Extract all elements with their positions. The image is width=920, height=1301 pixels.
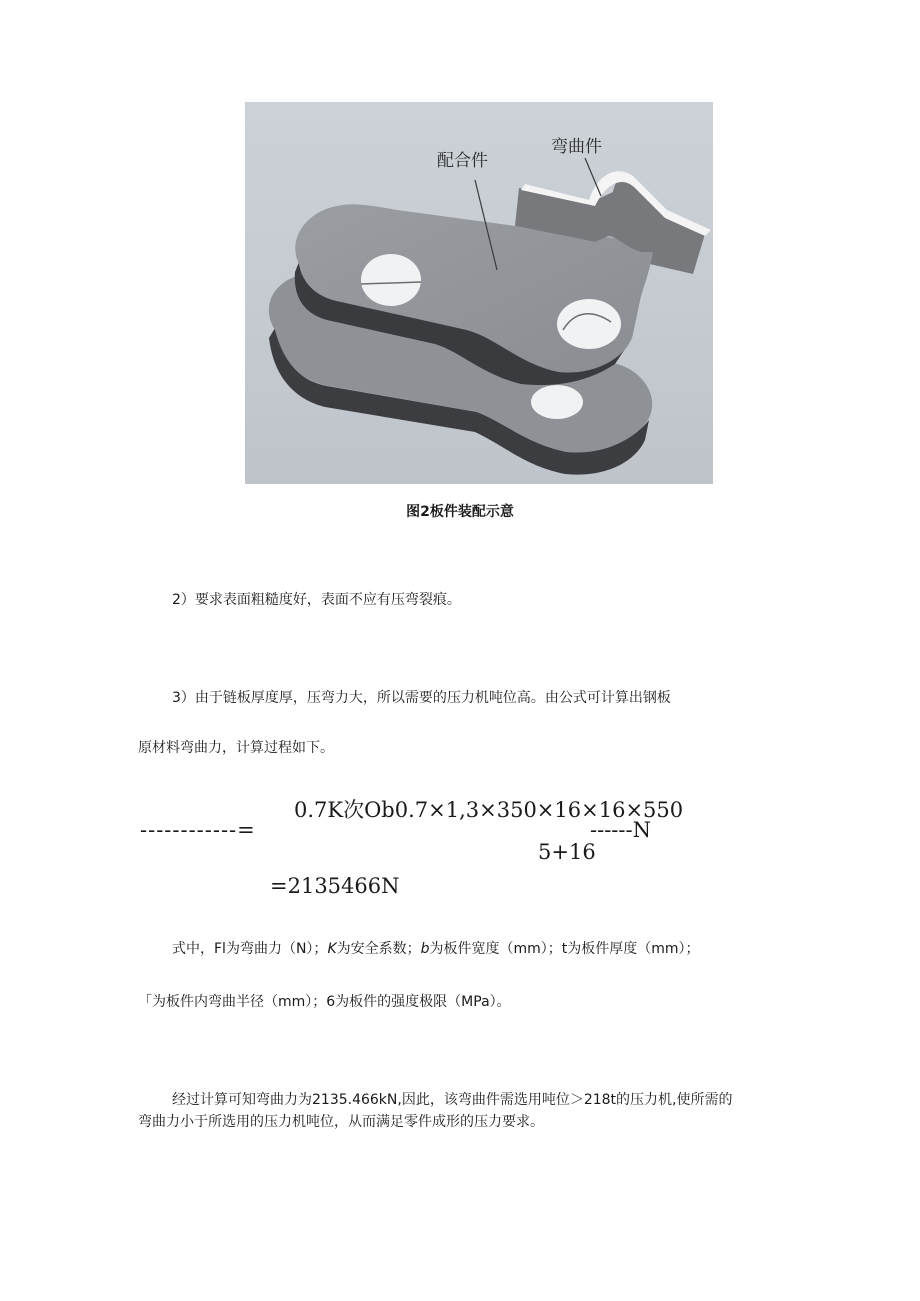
symbol-b: b bbox=[420, 941, 430, 957]
symbol-f: Fl bbox=[214, 941, 226, 957]
definition-bending-force: 为弯曲力（N）； bbox=[225, 941, 328, 957]
label-bending-part: 弯曲件 bbox=[551, 137, 602, 157]
upper-plate-hole-left bbox=[361, 254, 421, 306]
paragraph-requirement-3-line2: 原材料弯曲力，计算过程如下。 bbox=[138, 740, 334, 756]
chain-plate-illustration bbox=[245, 102, 713, 484]
formula-right-dashes: ------N bbox=[590, 818, 651, 842]
symbol-k: K bbox=[327, 941, 337, 957]
formula-left-dashes: ------------= bbox=[140, 818, 256, 842]
formula-numerator: 0.7K次Ob0.7×1,3×350×16×16×550 bbox=[294, 798, 684, 822]
paragraph-requirement-2: 2）要求表面粗糙度好，表面不应有压弯裂痕。 bbox=[172, 592, 461, 608]
lower-plate-hole bbox=[531, 385, 583, 419]
assembly-figure bbox=[245, 102, 713, 484]
paragraph-requirement-3-line1: 3）由于链板厚度厚，压弯力大，所以需要的压力机吨位高。由公式可计算出钢板 bbox=[172, 690, 671, 706]
label-mating-part: 配合件 bbox=[437, 151, 488, 171]
formula-denominator: 5+16 bbox=[538, 840, 596, 864]
definition-width-thickness: 为板件宽度（mm）；t为板件厚度（mm）； bbox=[429, 941, 700, 957]
figure-caption: 图2板件装配示意 bbox=[406, 504, 514, 520]
definition-safety-factor: 为安全系数； bbox=[336, 941, 421, 957]
definitions-prefix: 式中， bbox=[172, 941, 214, 957]
formula-result: =2135466N bbox=[270, 874, 400, 898]
conclusion-line1: 经过计算可知弯曲力为2135.466kN,因此，该弯曲件需选用吨位＞218t的压力机,使所需的 bbox=[172, 1092, 733, 1108]
conclusion-line2: 弯曲力小于所选用的压力机吨位，从而满足零件成形的压力要求。 bbox=[138, 1114, 544, 1130]
definitions-line2: 「为板件内弯曲半径（mm）；6为板件的强度极限（MPa）。 bbox=[138, 994, 511, 1010]
definitions-line1 bbox=[172, 939, 700, 959]
